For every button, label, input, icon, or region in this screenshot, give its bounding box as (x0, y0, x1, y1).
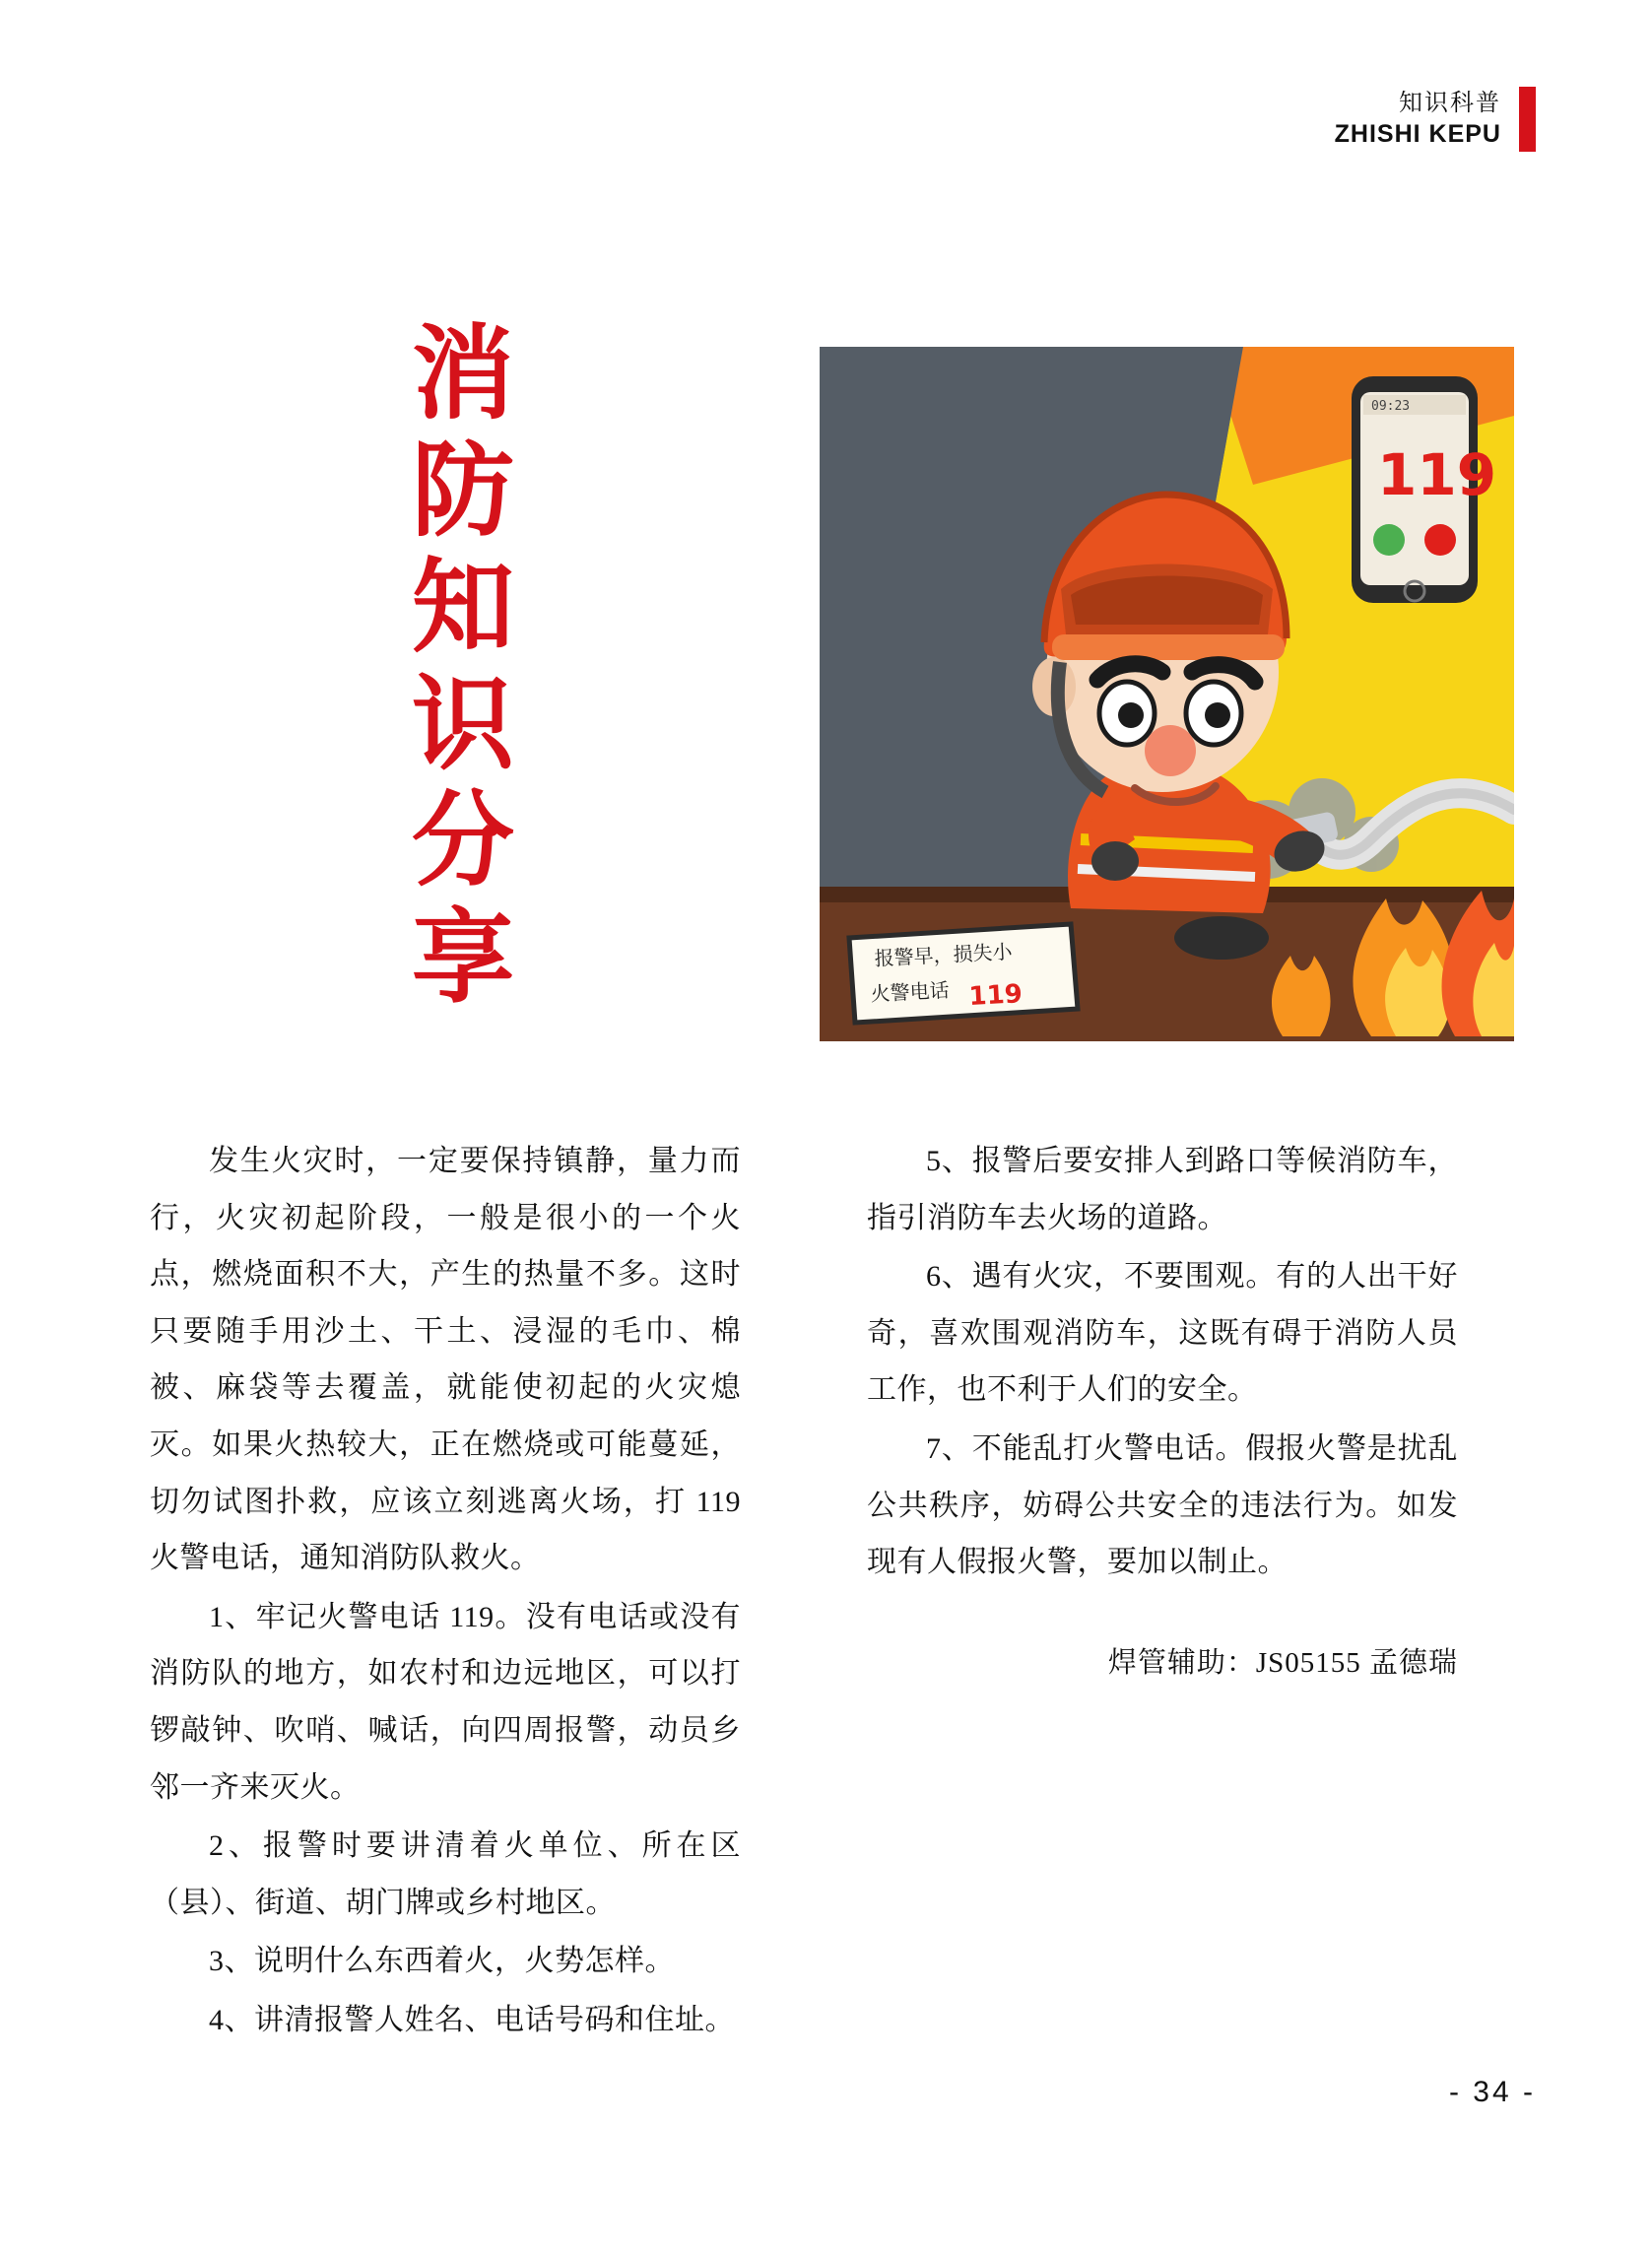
page-number: - 34 - (1448, 2076, 1536, 2108)
page-header (1335, 87, 1536, 152)
phone-icon (1352, 376, 1496, 603)
svg-text:119: 119 (967, 979, 1024, 1012)
section-label-cn: 知识科普 (1399, 89, 1501, 116)
body-column-left (150, 1133, 741, 2051)
title-char-6: 享 (411, 896, 514, 1018)
svg-text:报警早，损失小: 报警早，损失小 (874, 939, 1014, 970)
title-char-2: 防 (411, 430, 514, 551)
svg-text:119: 119 (1377, 441, 1497, 508)
page-title (394, 315, 532, 1016)
svg-text:火警电话: 火警电话 (870, 977, 951, 1006)
paragraph-item-5: 5、报警后要安排人到路口等候消防车，指引消防车去火场的道路。 (867, 1145, 1458, 1234)
section-label-en: ZHISHI KEPU (1334, 120, 1501, 149)
title-char-3: 知 (411, 547, 514, 668)
speech-banner (849, 924, 1078, 1023)
section-label (1335, 87, 1501, 152)
paragraph-item-6: 6、遇有火灾，不要围观。有的人出干好奇，喜欢围观消防车，这既有碍于消防人员工作，也不利于人们的安全。 (867, 1260, 1458, 1407)
title-char-4: 识 (411, 663, 514, 784)
paragraph-item-2: 2、报警时要讲清着火单位、所在区（县）、街道、胡门牌或乡村地区。 (150, 1829, 741, 1919)
title-char-1: 消 (411, 313, 514, 433)
paragraph-item-1: 1、牢记火警电话 119。没有电话或没有消防队的地方，如农村和边远地区，可以打锣敲钟、吹哨、喊话，向四周报警，动员乡邻一齐来灭火。 (150, 1600, 741, 1804)
firefighter-illustration (820, 347, 1514, 1041)
author-credit: 焊管辅助：JS05155 孟德瑞 (1107, 1646, 1458, 1679)
paragraph-item-3: 3、说明什么东西着火，火势怎样。 (209, 1945, 675, 1978)
svg-text:09:23: 09:23 (1371, 399, 1411, 414)
paragraph-intro: 发生火灾时，一定要保持镇静，量力而行，火灾初起阶段，一般是很小的一个火点，燃烧面积不大，产生的热量不多。这时只要随手用沙土、干土、浸湿的毛巾、棉被、麻袋等去覆盖，就能使初起的火灾熄灭。如果火热较大，正在燃烧或可能蔓延，切勿试图扑救，应该立刻逃离火场，打 119 火警电话，通知消防队救火。 (150, 1145, 741, 1575)
paragraph-item-7: 7、不能乱打火警电话。假报火警是扰乱公共秩序，妨碍公共安全的违法行为。如发现有人假报火警，要加以制止。 (867, 1431, 1458, 1579)
body-column-right (867, 1133, 1458, 1691)
title-char-5: 分 (411, 780, 514, 901)
header-accent-bar (1519, 87, 1536, 152)
paragraph-item-4: 4、讲清报警人姓名、电话号码和住址。 (209, 2003, 735, 2036)
